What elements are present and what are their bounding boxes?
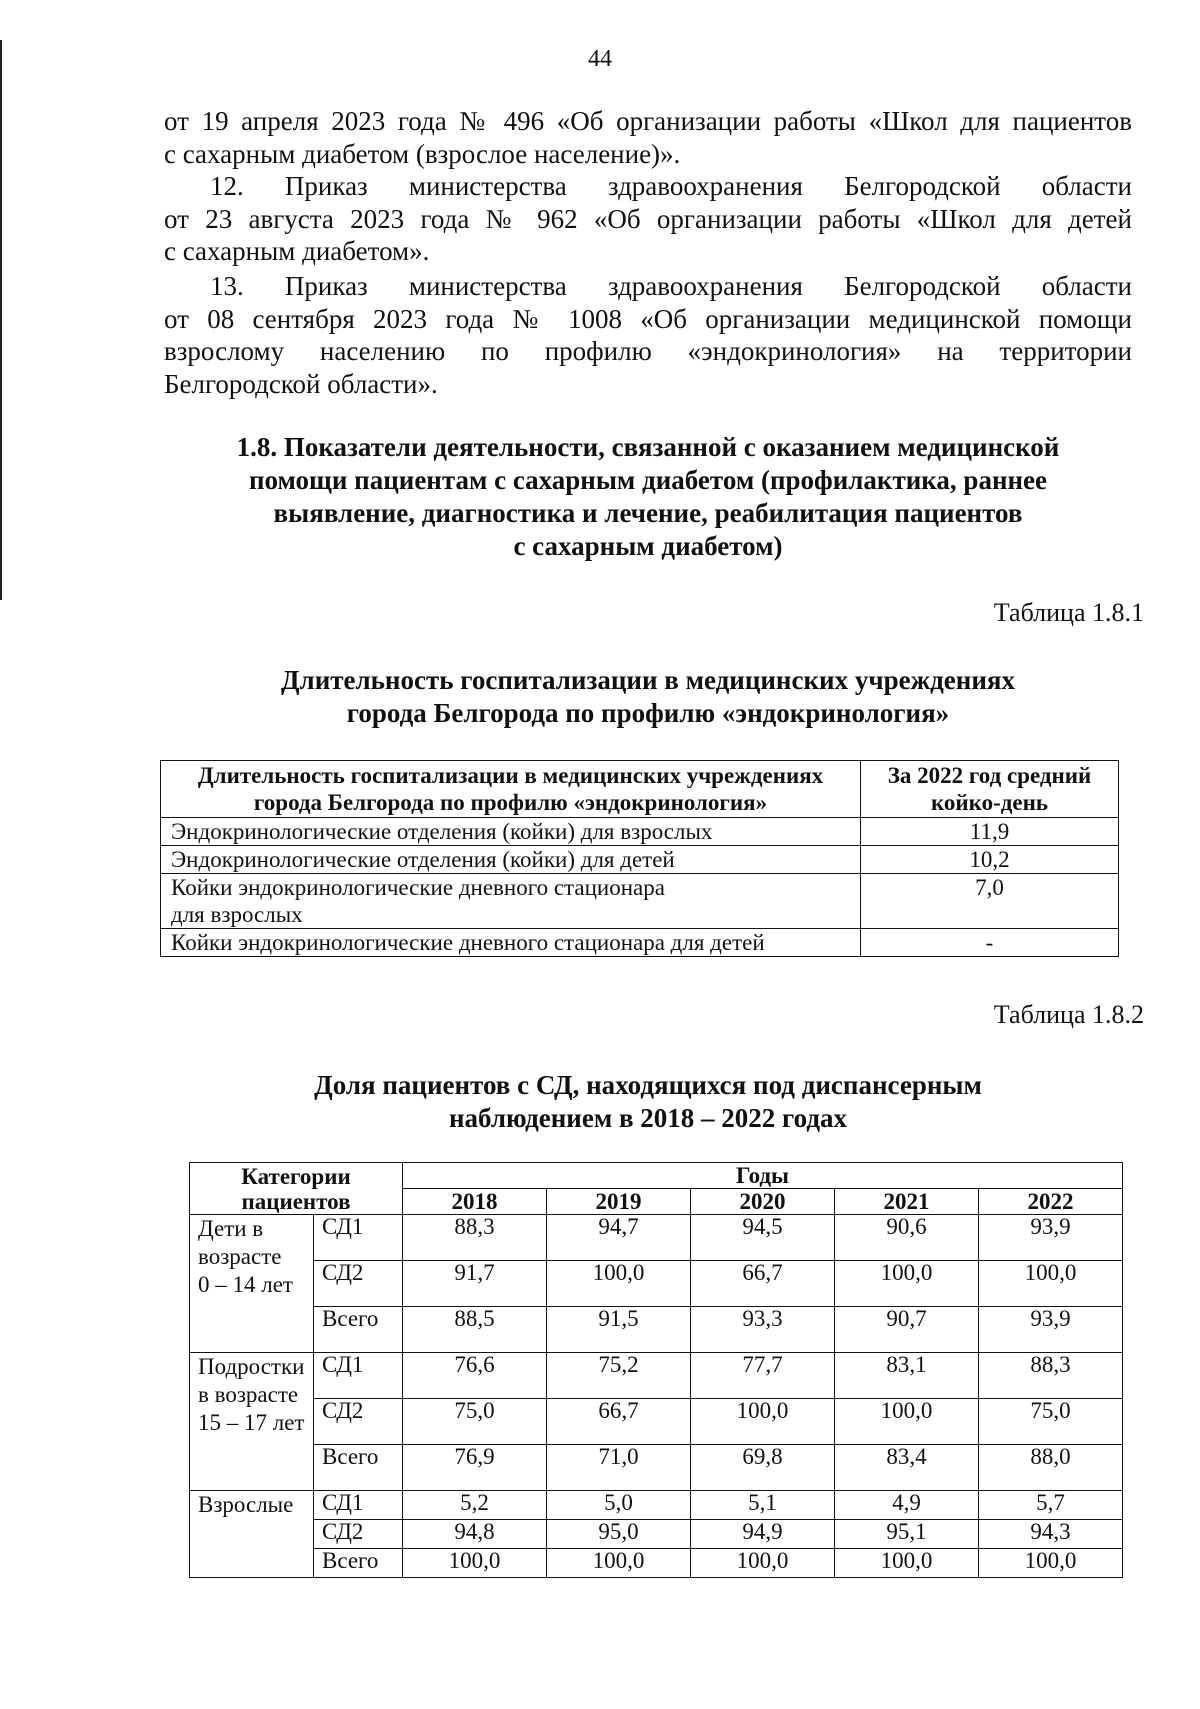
table-1-label: Таблица 1.8.1 bbox=[993, 598, 1144, 627]
table-2-title-line: Доля пациентов с СД, находящихся под диспансерным bbox=[314, 1070, 982, 1100]
value-cell: 76,6 bbox=[403, 1353, 547, 1399]
value-cell: 5,1 bbox=[691, 1491, 835, 1520]
table-row bbox=[161, 874, 1119, 929]
references-paragraph-block bbox=[164, 105, 1132, 268]
value-cell: 91,7 bbox=[403, 1261, 547, 1307]
row-name: Эндокринологические отделения (койки) для взрослых bbox=[161, 818, 861, 846]
year-header-cell: 2018 bbox=[403, 1189, 547, 1215]
ref-13-line: Белгородской области». bbox=[164, 368, 438, 399]
header-text-line: Длительность госпитализации в медицинских учреждениях bbox=[197, 763, 824, 788]
value-cell: 100,0 bbox=[835, 1399, 979, 1445]
value-cell: 88,5 bbox=[403, 1307, 547, 1353]
value-cell: 5,2 bbox=[403, 1491, 547, 1520]
section-heading bbox=[164, 431, 1132, 563]
page-number: 44 bbox=[588, 46, 612, 72]
value-cell: 100,0 bbox=[691, 1549, 835, 1578]
row-value: - bbox=[861, 929, 1119, 957]
category-header-cell bbox=[190, 1163, 403, 1215]
ref-line: с сахарным диабетом (взрослое население)». bbox=[164, 138, 681, 169]
group-name-line: в возрасте bbox=[198, 1382, 299, 1407]
table-row bbox=[161, 929, 1119, 957]
row-value: 7,0 bbox=[861, 874, 1119, 929]
value-cell: 95,0 bbox=[547, 1520, 691, 1549]
header-text-line: За 2022 год средний bbox=[887, 763, 1092, 788]
table-2-title-line: наблюдением в 2018 – 2022 годах bbox=[448, 1103, 848, 1133]
table-row bbox=[161, 846, 1119, 874]
row-value: 11,9 bbox=[861, 818, 1119, 846]
subcategory-cell: Всего bbox=[314, 1307, 403, 1353]
header-text-line: города Белгорода по профилю «эндокринология» bbox=[253, 790, 768, 815]
value-cell: 90,6 bbox=[835, 1215, 979, 1261]
ref-12-line: 12. Приказ министерства здравоохранения Белгородской области bbox=[210, 171, 1132, 201]
table-row bbox=[161, 818, 1119, 846]
value-cell: 5,7 bbox=[979, 1491, 1123, 1520]
value-cell: 94,5 bbox=[691, 1215, 835, 1261]
value-cell: 90,7 bbox=[835, 1307, 979, 1353]
value-cell: 93,3 bbox=[691, 1307, 835, 1353]
ref-13-line: 13. Приказ министерства здравоохранения Белгородской области bbox=[210, 271, 1132, 301]
group-cell bbox=[190, 1491, 314, 1578]
section-heading-line: помощи пациентам с сахарным диабетом (профилактика, раннее bbox=[248, 465, 1048, 495]
reference-13-paragraph bbox=[164, 270, 1132, 400]
table-row bbox=[190, 1445, 1123, 1491]
section-heading-line: 1.8. Показатели деятельности, связанной с оказанием медицинской bbox=[236, 432, 1060, 462]
value-cell: 93,9 bbox=[979, 1307, 1123, 1353]
value-cell: 66,7 bbox=[547, 1399, 691, 1445]
table-1-title bbox=[164, 664, 1132, 730]
section-heading-line: выявление, диагностика и лечение, реабилитация пациентов bbox=[273, 498, 1023, 528]
table-row bbox=[190, 1549, 1123, 1578]
value-cell: 100,0 bbox=[403, 1549, 547, 1578]
value-cell: 95,1 bbox=[835, 1520, 979, 1549]
row-name bbox=[161, 874, 861, 929]
scan-edge-line bbox=[0, 40, 2, 600]
table-row bbox=[190, 1353, 1123, 1399]
group-name-line: 15 – 17 лет bbox=[198, 1410, 305, 1435]
value-cell: 88,3 bbox=[403, 1215, 547, 1261]
subcategory-cell: Всего bbox=[314, 1445, 403, 1491]
value-cell: 5,0 bbox=[547, 1491, 691, 1520]
subcategory-cell: Всего bbox=[314, 1549, 403, 1578]
ref-13-line: от 08 сентября 2023 года № 1008 «Об организации медицинской помощи bbox=[164, 303, 1132, 334]
table-header-row bbox=[190, 1163, 1123, 1189]
years-header-cell: Годы bbox=[403, 1163, 1123, 1189]
table-row bbox=[190, 1261, 1123, 1307]
value-cell: 83,4 bbox=[835, 1445, 979, 1491]
value-cell: 100,0 bbox=[979, 1261, 1123, 1307]
ref-12-line: от 23 августа 2023 года № 962 «Об организации работы «Школ для детей bbox=[164, 203, 1132, 234]
year-header-cell: 2020 bbox=[691, 1189, 835, 1215]
group-cell bbox=[190, 1215, 314, 1353]
table-1-title-line: города Белгорода по профилю «эндокринология» bbox=[346, 698, 950, 728]
table-row bbox=[190, 1491, 1123, 1520]
row-name-line: для взрослых bbox=[171, 902, 303, 927]
table-header-cell bbox=[861, 761, 1119, 818]
value-cell: 100,0 bbox=[691, 1399, 835, 1445]
value-cell: 4,9 bbox=[835, 1491, 979, 1520]
group-name-line: Взрослые bbox=[198, 1492, 294, 1517]
table-row bbox=[190, 1399, 1123, 1445]
subcategory-cell: СД1 bbox=[314, 1353, 403, 1399]
value-cell: 83,1 bbox=[835, 1353, 979, 1399]
ref-13-line: взрослому населению по профилю «эндокринология» на территории bbox=[164, 336, 1132, 366]
value-cell: 71,0 bbox=[547, 1445, 691, 1491]
group-cell bbox=[190, 1353, 314, 1491]
value-cell: 77,7 bbox=[691, 1353, 835, 1399]
section-heading-line: с сахарным диабетом) bbox=[513, 531, 783, 561]
value-cell: 100,0 bbox=[835, 1549, 979, 1578]
year-header-cell: 2022 bbox=[979, 1189, 1123, 1215]
group-name-line: возрасте bbox=[198, 1244, 282, 1269]
table-row bbox=[190, 1215, 1123, 1261]
subcategory-cell: СД2 bbox=[314, 1520, 403, 1549]
row-value: 10,2 bbox=[861, 846, 1119, 874]
header-text-line: койко-день bbox=[930, 790, 1049, 815]
value-cell: 100,0 bbox=[547, 1549, 691, 1578]
value-cell: 100,0 bbox=[547, 1261, 691, 1307]
value-cell: 75,0 bbox=[403, 1399, 547, 1445]
table-2-label: Таблица 1.8.2 bbox=[993, 1000, 1144, 1029]
value-cell: 100,0 bbox=[835, 1261, 979, 1307]
subcategory-cell: СД2 bbox=[314, 1261, 403, 1307]
value-cell: 66,7 bbox=[691, 1261, 835, 1307]
table-2-title bbox=[164, 1069, 1132, 1135]
group-name-line: 0 – 14 лет bbox=[198, 1272, 293, 1297]
value-cell: 88,3 bbox=[979, 1353, 1123, 1399]
subcategory-cell: СД2 bbox=[314, 1399, 403, 1445]
year-header-cell: 2019 bbox=[547, 1189, 691, 1215]
subcategory-cell: СД1 bbox=[314, 1491, 403, 1520]
table-1-title-line: Длительность госпитализации в медицинских учреждениях bbox=[280, 665, 1016, 695]
dispensary-patients-table bbox=[189, 1162, 1123, 1578]
subcategory-cell: СД1 bbox=[314, 1215, 403, 1261]
value-cell: 76,9 bbox=[403, 1445, 547, 1491]
value-cell: 100,0 bbox=[979, 1549, 1123, 1578]
group-name-line: Дети в bbox=[198, 1216, 264, 1241]
row-name: Койки эндокринологические дневного стационара для детей bbox=[161, 929, 861, 957]
table-header-row bbox=[161, 761, 1119, 818]
table-row bbox=[190, 1520, 1123, 1549]
value-cell: 94,9 bbox=[691, 1520, 835, 1549]
ref-12-line: с сахарным диабетом». bbox=[164, 236, 430, 266]
year-header-cell: 2021 bbox=[835, 1189, 979, 1215]
table-header-cell bbox=[161, 761, 861, 818]
value-cell: 94,7 bbox=[547, 1215, 691, 1261]
value-cell: 93,9 bbox=[979, 1215, 1123, 1261]
header-text-line: Категории bbox=[241, 1163, 351, 1189]
value-cell: 75,0 bbox=[979, 1399, 1123, 1445]
value-cell: 69,8 bbox=[691, 1445, 835, 1491]
value-cell: 94,3 bbox=[979, 1520, 1123, 1549]
row-name: Эндокринологические отделения (койки) для детей bbox=[161, 846, 861, 874]
ref-line: от 19 апреля 2023 года № 496 «Об организации работы «Школ для пациентов bbox=[164, 106, 1132, 136]
value-cell: 91,5 bbox=[547, 1307, 691, 1353]
value-cell: 94,8 bbox=[403, 1520, 547, 1549]
group-name-line: Подростки bbox=[198, 1354, 305, 1379]
value-cell: 88,0 bbox=[979, 1445, 1123, 1491]
header-text-line: пациентов bbox=[241, 1188, 351, 1214]
row-name-line: Койки эндокринологические дневного стационара bbox=[171, 875, 665, 900]
table-row bbox=[190, 1307, 1123, 1353]
hospitalization-duration-table bbox=[160, 760, 1119, 957]
value-cell: 75,2 bbox=[547, 1353, 691, 1399]
